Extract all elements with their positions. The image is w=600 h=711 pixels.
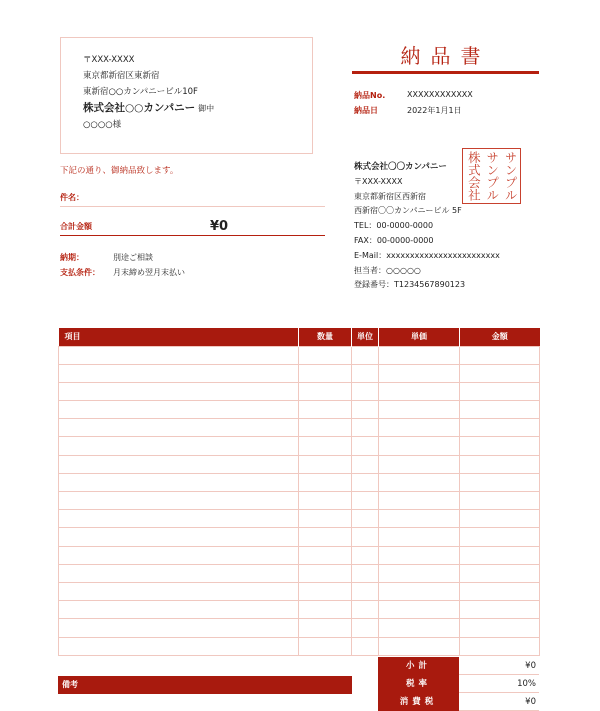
cell-quantity <box>299 492 352 510</box>
tax-amount-row <box>378 693 539 711</box>
column-header-quantity: 数量 <box>299 328 352 346</box>
subtotal-row <box>378 657 539 675</box>
recipient-person: ○○○○様 <box>83 120 122 130</box>
cell-quantity <box>299 582 352 600</box>
cell-amount <box>460 637 540 655</box>
table-row <box>59 510 540 528</box>
cell-unit <box>352 528 379 546</box>
subtotal-value: ¥0 <box>459 657 539 675</box>
table-row <box>59 382 540 400</box>
column-header-unit-price: 単価 <box>379 328 460 346</box>
intro-text: 下記の通り、御納品致します。 <box>60 166 179 176</box>
cell-quantity <box>299 510 352 528</box>
recipient-address-line-2: 東新宿○○カンパニービル10F <box>83 87 198 97</box>
cell-unit <box>352 564 379 582</box>
sender-address-line-1: 東京都新宿区西新宿 <box>354 191 426 201</box>
cell-unit-price <box>379 546 460 564</box>
cell-amount <box>460 401 540 419</box>
payment-terms-label: 支払条件： <box>60 268 100 277</box>
table-row <box>59 546 540 564</box>
items-table <box>58 328 540 656</box>
cell-unit <box>352 637 379 655</box>
cell-quantity <box>299 601 352 619</box>
tax-rate-value: 10% <box>459 675 539 693</box>
items-table-body <box>59 346 540 655</box>
cell-unit <box>352 455 379 473</box>
cell-unit <box>352 582 379 600</box>
cell-quantity <box>299 382 352 400</box>
sender-tel: TEL：00-0000-0000 <box>354 221 434 231</box>
cell-amount <box>460 619 540 637</box>
total-amount-field <box>60 214 325 236</box>
cell-quantity <box>299 619 352 637</box>
cell-amount <box>460 546 540 564</box>
cell-item <box>59 401 299 419</box>
cell-quantity <box>299 401 352 419</box>
cell-item <box>59 637 299 655</box>
cell-unit-price <box>379 510 460 528</box>
cell-item <box>59 455 299 473</box>
delivery-date-value: 2022年1月1日 <box>407 106 462 115</box>
cell-item <box>59 528 299 546</box>
cell-amount <box>460 437 540 455</box>
cell-amount <box>460 346 540 364</box>
cell-item <box>59 382 299 400</box>
cell-quantity <box>299 637 352 655</box>
table-row <box>59 564 540 582</box>
recipient-address-box <box>60 37 313 154</box>
cell-item <box>59 546 299 564</box>
cell-amount <box>460 564 540 582</box>
recipient-company-name: 株式会社○○カンパニー <box>83 102 196 114</box>
cell-item <box>59 364 299 382</box>
subject-label: 件名： <box>60 193 84 202</box>
delivery-number-label: 納品No. <box>354 91 386 100</box>
table-row <box>59 346 540 364</box>
column-header-amount: 金額 <box>460 328 540 346</box>
cell-item <box>59 473 299 491</box>
cell-quantity <box>299 437 352 455</box>
delivery-terms-value: 別途ご相談 <box>113 253 153 262</box>
seal-column-1: サンプル <box>503 151 519 201</box>
subject-field <box>60 189 325 207</box>
remarks-header: 備考 <box>58 676 352 694</box>
recipient-postal: 〒XXX-XXXX <box>83 55 135 65</box>
items-table-header <box>59 328 540 346</box>
tax-rate-row <box>378 675 539 693</box>
document-title: 納品書 <box>400 44 491 68</box>
cell-unit-price <box>379 419 460 437</box>
cell-unit-price <box>379 601 460 619</box>
table-row <box>59 637 540 655</box>
cell-unit-price <box>379 382 460 400</box>
delivery-terms-label: 納期： <box>60 253 84 262</box>
cell-unit-price <box>379 346 460 364</box>
cell-unit-price <box>379 637 460 655</box>
sender-registration: 登録番号：T1234567890123 <box>354 280 466 290</box>
cell-unit <box>352 473 379 491</box>
recipient-address-line-1: 東京都新宿区東新宿 <box>83 71 160 81</box>
cell-amount <box>460 364 540 382</box>
sender-company: 株式会社〇〇カンパニー <box>354 162 447 172</box>
cell-unit-price <box>379 401 460 419</box>
sender-email: E-Mail：xxxxxxxxxxxxxxxxxxxxxxxx <box>354 250 500 260</box>
column-header-unit: 単位 <box>352 328 379 346</box>
table-row <box>59 401 540 419</box>
table-row <box>59 601 540 619</box>
table-row <box>59 364 540 382</box>
seal-column-3: 株式会社 <box>466 151 482 201</box>
tax-amount-value: ¥0 <box>459 693 539 711</box>
sender-fax: FAX：00-0000-0000 <box>354 235 434 245</box>
company-seal-stamp <box>462 148 521 204</box>
total-amount-value: ¥0 <box>210 219 229 234</box>
cell-item <box>59 619 299 637</box>
delivery-number-value: XXXXXXXXXXXX <box>407 90 473 99</box>
recipient-company <box>83 100 312 117</box>
cell-unit <box>352 546 379 564</box>
cell-quantity <box>299 564 352 582</box>
table-row <box>59 492 540 510</box>
title-underline <box>352 71 539 74</box>
tax-rate-label: 税率 <box>378 675 459 693</box>
cell-quantity <box>299 528 352 546</box>
cell-unit <box>352 492 379 510</box>
cell-amount <box>460 582 540 600</box>
cell-unit-price <box>379 364 460 382</box>
cell-unit-price <box>379 582 460 600</box>
cell-amount <box>460 382 540 400</box>
cell-quantity <box>299 473 352 491</box>
tax-amount-label: 消費税 <box>378 693 459 711</box>
cell-amount <box>460 601 540 619</box>
cell-item <box>59 437 299 455</box>
cell-item <box>59 419 299 437</box>
cell-unit-price <box>379 528 460 546</box>
cell-item <box>59 346 299 364</box>
cell-amount <box>460 528 540 546</box>
cell-unit-price <box>379 619 460 637</box>
recipient-honorific: 御中 <box>198 104 215 113</box>
cell-unit <box>352 510 379 528</box>
cell-quantity <box>299 364 352 382</box>
cell-unit <box>352 401 379 419</box>
cell-item <box>59 492 299 510</box>
cell-item <box>59 564 299 582</box>
cell-item <box>59 582 299 600</box>
cell-unit-price <box>379 437 460 455</box>
subtotal-label: 小計 <box>378 657 459 675</box>
cell-amount <box>460 473 540 491</box>
table-row <box>59 455 540 473</box>
table-row <box>59 473 540 491</box>
cell-amount <box>460 510 540 528</box>
cell-amount <box>460 455 540 473</box>
cell-amount <box>460 492 540 510</box>
delivery-date-label: 納品日 <box>354 106 378 115</box>
column-header-item: 項目 <box>59 328 299 346</box>
cell-item <box>59 510 299 528</box>
sender-address-line-2: 西新宿〇〇カンパニービル 5F <box>354 206 462 216</box>
sender-postal: 〒XXX-XXXX <box>354 176 403 186</box>
table-row <box>59 437 540 455</box>
cell-amount <box>460 419 540 437</box>
cell-unit-price <box>379 492 460 510</box>
total-amount-label: 合計金額 <box>60 222 92 231</box>
cell-item <box>59 601 299 619</box>
cell-quantity <box>299 455 352 473</box>
table-row <box>59 419 540 437</box>
table-row <box>59 528 540 546</box>
cell-unit <box>352 419 379 437</box>
payment-terms-value: 月末締め翌月末払い <box>113 268 185 277</box>
table-row <box>59 582 540 600</box>
cell-unit-price <box>379 473 460 491</box>
table-row <box>59 619 540 637</box>
cell-quantity <box>299 419 352 437</box>
cell-unit-price <box>379 455 460 473</box>
cell-unit-price <box>379 564 460 582</box>
cell-unit <box>352 364 379 382</box>
cell-unit <box>352 601 379 619</box>
sender-contact: 担当者：○○○○○ <box>354 265 421 275</box>
cell-unit <box>352 382 379 400</box>
cell-quantity <box>299 346 352 364</box>
seal-column-2: サンプル <box>484 151 500 201</box>
cell-quantity <box>299 546 352 564</box>
cell-unit <box>352 346 379 364</box>
cell-unit <box>352 619 379 637</box>
cell-unit <box>352 437 379 455</box>
